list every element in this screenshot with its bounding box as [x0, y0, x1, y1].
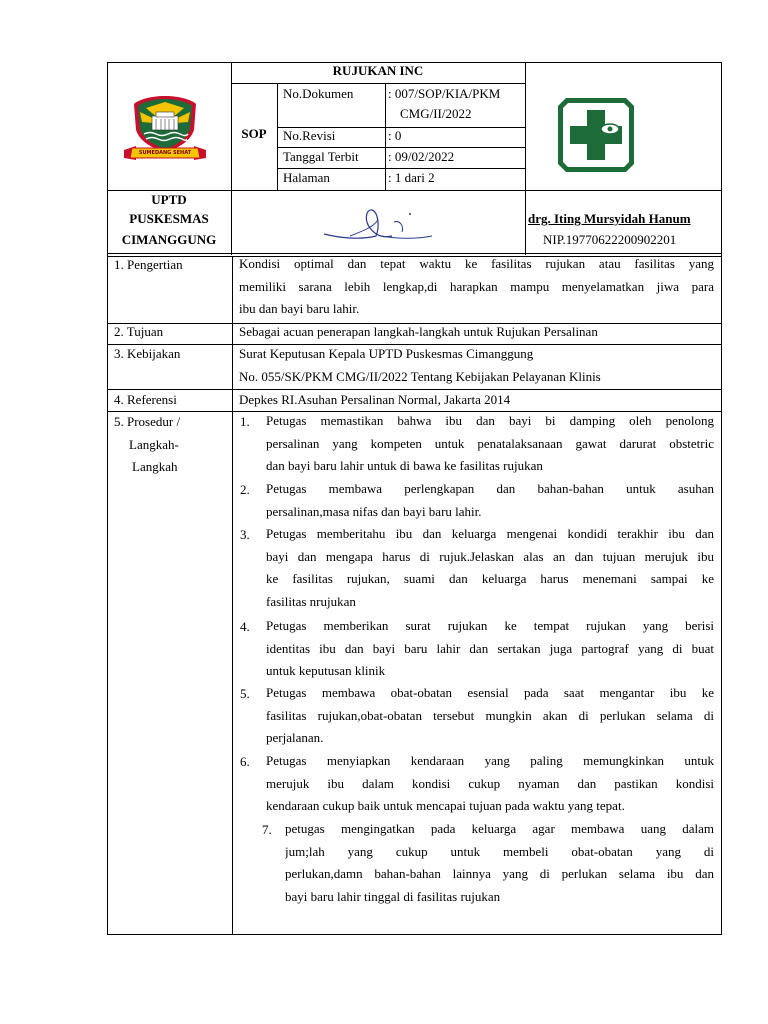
step-line: perjalanan.: [266, 730, 324, 745]
step-line: Petugas memberitahu ibu dan keluarga mengenai kondidi terakhir ibu dan: [266, 526, 714, 541]
step-text: [266, 478, 714, 523]
step-text: [266, 615, 714, 683]
step-line: untuk keputusan klinik: [266, 663, 386, 678]
step-line: bayi baru lahir tinggal di fasilitas rujukan: [285, 888, 501, 904]
step-number: 5.: [240, 686, 250, 701]
meta-label-no-revisi: No.Revisi: [283, 128, 336, 143]
meta-value-no-dokumen-cont: CMG/II/2022: [400, 106, 472, 121]
meta-label-no-dokumen: No.Dokumen: [283, 86, 354, 101]
section-label-pengertian: 1. Pengertian: [114, 257, 183, 272]
puskesmas-logo: [556, 96, 636, 174]
document-title: RUJUKAN INC: [332, 63, 424, 78]
step-line: persalinan yang kompeten untuk penatalaksanaan gawat darurat obstetric: [266, 435, 714, 451]
step-line: petugas mengingatkan pada keluarga agar membawa uang dalam: [285, 821, 714, 836]
kebijakan-line-1: Surat Keputusan Kepala UPTD Puskesmas Cimanggung: [239, 346, 534, 361]
step-line: Petugas memberikan surat rujukan ke tempat rujukan yang berisi: [266, 618, 714, 633]
kebijakan-line-2: No. 055/SK/PKM CMG/II/2022 Tentang Kebijakan Pelayanan Klinis: [239, 369, 601, 384]
step-line: Petugas membawa perlengkapan dan bahan-bahan untuk asuhan: [266, 481, 714, 496]
org-name-line-2: PUSKESMAS: [129, 211, 209, 226]
step-line: Petugas membawa obat-obatan esensial pada saat mengantar ibu ke: [266, 685, 714, 700]
section-label-prosedur-1: 5. Prosedur /: [114, 414, 181, 429]
meta-label-halaman: Halaman: [283, 170, 330, 185]
signer-nip: NIP.19770622200902201: [543, 232, 677, 247]
step-line: kendaraan cukup baik untuk mencapai tujuan pada waktu yang tepat.: [266, 798, 625, 813]
section-label-prosedur-2: Langkah-: [129, 437, 179, 452]
section-label-kebijakan: 3. Kebijakan: [114, 346, 181, 361]
step-text: [266, 410, 714, 478]
step-line: dan bayi baru lahir untuk di bawa ke fasilitas rujukan: [266, 458, 543, 473]
step-line: jum;lah yang cukup untuk membeli obat-obatan yang di: [285, 843, 714, 859]
step-line: Petugas memastikan bahwa ibu dan bayi bi damping oleh penolong: [266, 413, 714, 428]
step-text: [266, 523, 714, 613]
emblem-ribbon-text: SUMEDANG SEHAT: [138, 150, 192, 156]
step-line: merujuk ibu dalam kondisi cukup nyaman dan pastikan kondisi: [266, 775, 714, 791]
step-line: Petugas menyiapkan kendaraan yang paling memungkinkan untuk: [266, 753, 714, 768]
meta-value-no-revisi: : 0: [388, 128, 402, 143]
regency-emblem-logo: [120, 94, 210, 166]
pengertian-line: ibu dan bayi baru lahir.: [239, 301, 360, 316]
section-label-prosedur-3: Langkah: [132, 459, 178, 474]
org-name-line-1: UPTD: [151, 192, 187, 207]
pengertian-line: Kondisi optimal dan tepat waktu ke fasilitas rujukan atau fasilitas yang: [239, 256, 714, 271]
org-name-line-3: CIMANGGUNG: [121, 232, 217, 247]
sop-label: SOP: [241, 126, 267, 141]
step-number: 1.: [240, 414, 250, 429]
step-line: bayi dan mengapa harus di rujuk.Jelaskan alas an dan tujuan merujuk ibu: [266, 548, 714, 564]
step-number: 6.: [240, 754, 250, 769]
step-line: perlukan,damn bahan-bahan lainnya yang di perlukan selama ibu dan: [285, 866, 714, 881]
step-number: 7.: [262, 822, 272, 837]
meta-value-no-dokumen: : 007/SOP/KIA/PKM: [388, 86, 501, 101]
step-line: identitas ibu dan bayi baru lahir dan sertakan juga partograf yang di buat: [266, 640, 714, 656]
signer-name: drg. Iting Mursyidah Hanum: [528, 211, 691, 226]
pengertian-line: memiliki sarana lebih lengkap,di harapkan mampu menyelamatkan jiwa para: [239, 278, 714, 294]
tujuan-text: Sebagai acuan penerapan langkah-langkah untuk Rujukan Persalinan: [239, 324, 598, 339]
section-label-tujuan: 2. Tujuan: [114, 324, 164, 339]
step-number: 4.: [240, 619, 250, 634]
signature-image: [320, 196, 440, 250]
step-line: ke fasilitas rujukan, suami dan keluarga harus menemani sampai ke: [266, 571, 714, 586]
step-line: fasilitas nrujukan: [266, 593, 356, 609]
section-label-referensi: 4. Referensi: [114, 392, 177, 407]
step-text: [285, 818, 714, 908]
step-text: [266, 750, 714, 818]
referensi-text: Depkes RI.Asuhan Persalinan Normal, Jakarta 2014: [239, 392, 511, 407]
pengertian-text: [239, 253, 714, 321]
meta-value-tanggal-terbit: : 09/02/2022: [388, 149, 455, 164]
step-number: 2.: [240, 482, 250, 497]
step-number: 3.: [240, 527, 250, 542]
step-line: persalinan,masa nifas dan bayi baru lahir.: [266, 503, 482, 519]
meta-label-tanggal-terbit: Tanggal Terbit: [283, 149, 359, 164]
step-line: fasilitas rujukan,obat-obatan tersebut mungkin akan di perlukan selama di: [266, 707, 714, 723]
meta-value-halaman: : 1 dari 2: [388, 170, 435, 185]
step-text: [266, 682, 714, 750]
